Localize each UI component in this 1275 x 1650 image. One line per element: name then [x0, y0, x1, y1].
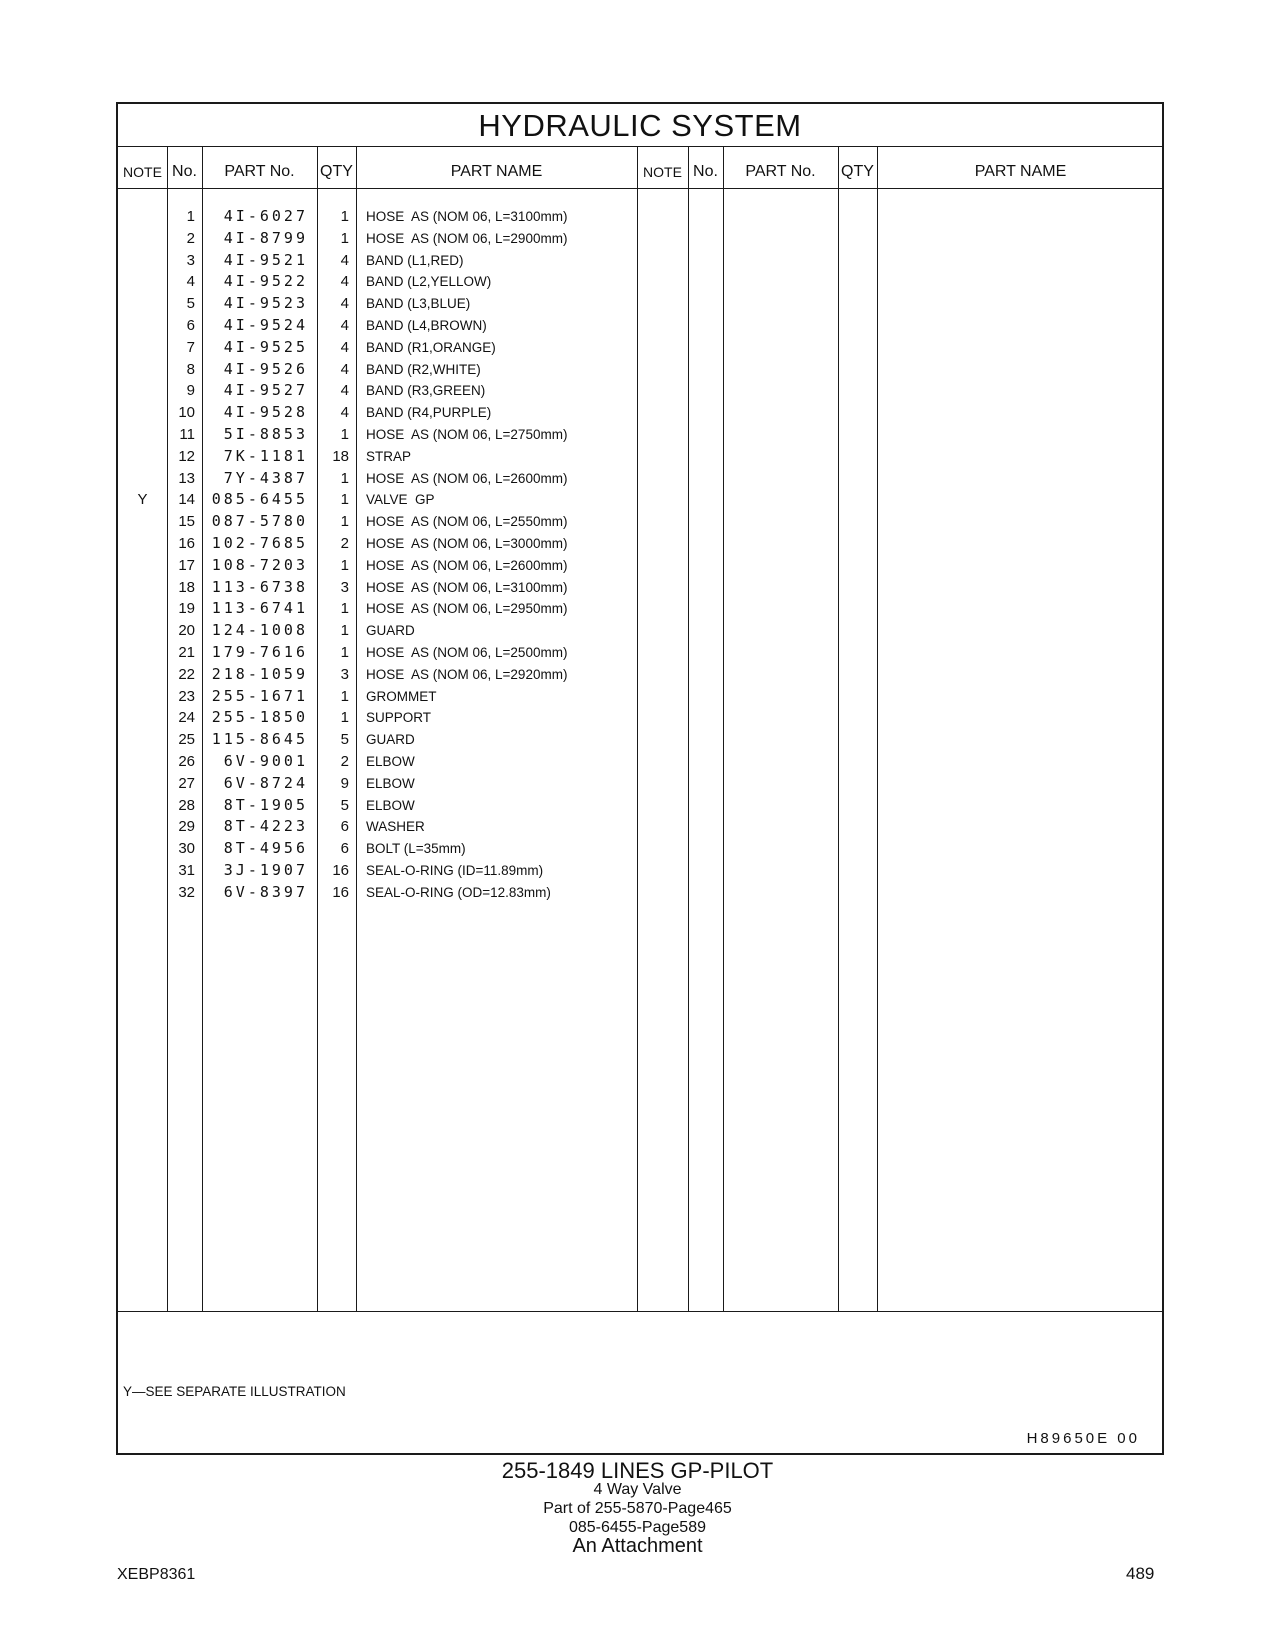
row-part-number: 4I-9528: [223, 403, 308, 422]
row-note: [118, 860, 167, 882]
row-quantity: 1: [340, 556, 349, 574]
row-quantity: 1: [340, 469, 349, 487]
row-quantity: 4: [340, 338, 349, 356]
row-part-name: HOSE AS (NOM 06, L=2920mm): [366, 666, 568, 682]
row-part-name: BAND (R3,GREEN): [366, 383, 486, 399]
row-part-name: BAND (R1,ORANGE): [366, 339, 496, 355]
row-item-number: 5: [186, 295, 195, 313]
row-part-name: SUPPORT: [366, 710, 432, 726]
row-note: [118, 468, 167, 490]
row-item-number: 24: [178, 709, 195, 727]
row-note: [118, 707, 167, 729]
row-quantity: 3: [340, 578, 349, 596]
row-item-number: 28: [178, 796, 195, 814]
row-note: [118, 686, 167, 708]
row-item-number: 17: [178, 556, 195, 574]
row-part-name: HOSE AS (NOM 06, L=2900mm): [366, 230, 568, 246]
row-quantity: 1: [340, 229, 349, 247]
row-note: [118, 882, 167, 904]
header-no: No.: [172, 163, 197, 180]
row-part-number: 115-8645: [211, 730, 308, 749]
row-part-name: BAND (L3,BLUE): [366, 296, 471, 312]
row-item-number: 25: [178, 731, 195, 749]
row-part-name: HOSE AS (NOM 06, L=2600mm): [366, 470, 568, 486]
row-note: [118, 206, 167, 228]
header-part-name-right: PART NAME: [974, 163, 1067, 180]
row-quantity: 16: [332, 861, 349, 879]
row-part-number: 4I-8799: [223, 228, 308, 247]
footnote: Y—SEE SEPARATE ILLUSTRATION: [123, 1384, 346, 1399]
row-part-number: 7K-1181: [223, 446, 308, 465]
quantity-column: [317, 206, 349, 904]
row-part-name: BOLT (L=35mm): [366, 841, 466, 857]
row-note: [118, 424, 167, 446]
row-quantity: 18: [332, 447, 349, 465]
row-note: [118, 838, 167, 860]
row-part-name: WASHER: [366, 819, 425, 835]
item-number-column: [167, 206, 195, 904]
row-note: Y: [137, 491, 148, 509]
row-part-name: ELBOW: [366, 753, 415, 769]
col-rule: [838, 146, 839, 1311]
row-item-number: 21: [178, 643, 195, 661]
row-quantity: 16: [332, 883, 349, 901]
row-quantity: 3: [340, 665, 349, 683]
row-item-number: 18: [178, 578, 195, 596]
row-note: [118, 642, 167, 664]
row-part-number: 218-1059: [211, 664, 308, 683]
row-item-number: 22: [178, 665, 195, 683]
row-part-number: 085-6455: [211, 490, 308, 509]
row-note: [118, 620, 167, 642]
footer-divider: [118, 1311, 1162, 1312]
row-quantity: 2: [340, 534, 349, 552]
illustration-code: H89650E 00: [1026, 1430, 1140, 1447]
row-quantity: 1: [340, 513, 349, 531]
row-item-number: 20: [178, 622, 195, 640]
header-qty-right: QTY: [841, 163, 874, 180]
row-item-number: 19: [178, 600, 195, 618]
row-part-name: HOSE AS (NOM 06, L=3100mm): [366, 209, 568, 224]
row-note: [118, 664, 167, 686]
row-note: [118, 555, 167, 577]
row-item-number: 15: [178, 513, 195, 531]
row-note: [118, 729, 167, 751]
row-quantity: 5: [340, 796, 349, 814]
row-part-number: 4I-9526: [223, 359, 308, 378]
valve-reference: 085-6455-Page589: [568, 1519, 706, 1536]
row-part-number: 4I-9524: [223, 315, 308, 334]
row-part-name: GUARD: [366, 623, 415, 639]
row-part-number: 4I-9525: [223, 337, 308, 356]
row-part-number: 113-6738: [211, 577, 308, 596]
row-quantity: 4: [340, 382, 349, 400]
row-part-number: 8T-4223: [223, 817, 308, 836]
row-part-number: 255-1850: [211, 708, 308, 727]
row-part-name: BAND (R2,WHITE): [366, 361, 481, 377]
row-note: [118, 293, 167, 315]
row-part-number: 4I-9521: [223, 250, 308, 269]
document-id: XEBP8361: [117, 1566, 196, 1583]
row-part-number: 113-6741: [211, 599, 308, 618]
row-note: [118, 446, 167, 468]
row-item-number: 31: [178, 861, 195, 879]
row-part-name: HOSE AS (NOM 06, L=2950mm): [366, 601, 568, 617]
row-quantity: 1: [340, 687, 349, 705]
group-title: 255-1849 LINES GP-PILOT: [501, 1458, 774, 1483]
row-item-number: 6: [186, 316, 195, 334]
row-part-number: 8T-4956: [223, 839, 308, 858]
row-part-number: 6V-8397: [223, 882, 308, 901]
row-part-name: GUARD: [366, 732, 415, 748]
row-part-name: BAND (L2,YELLOW): [366, 274, 492, 290]
row-part-name: VALVE GP: [366, 492, 435, 508]
row-note: [118, 359, 167, 381]
row-item-number: 2: [186, 229, 195, 247]
row-quantity: 1: [340, 491, 349, 509]
row-quantity: 4: [340, 295, 349, 313]
header-note: NOTE: [123, 164, 162, 180]
page-number: 489: [1126, 1564, 1155, 1583]
title-divider: [118, 146, 1162, 147]
row-item-number: 23: [178, 687, 195, 705]
row-item-number: 3: [186, 251, 195, 269]
part-of-reference: Part of 255-5870-Page465: [543, 1500, 732, 1517]
row-item-number: 12: [178, 447, 195, 465]
row-quantity: 1: [340, 643, 349, 661]
row-item-number: 1: [186, 208, 195, 225]
row-part-number: 179-7616: [211, 642, 308, 661]
row-part-name: HOSE AS (NOM 06, L=2750mm): [366, 426, 568, 442]
row-note: [118, 773, 167, 795]
row-quantity: 9: [340, 774, 349, 792]
row-part-number: 124-1008: [211, 621, 308, 640]
row-part-name: HOSE AS (NOM 06, L=2600mm): [366, 557, 568, 573]
row-part-number: 7Y-4387: [223, 468, 308, 487]
row-note: [118, 816, 167, 838]
row-item-number: 29: [178, 818, 195, 836]
note-column: [118, 206, 167, 904]
header-part-no: PART No.: [224, 163, 295, 180]
row-quantity: 4: [340, 404, 349, 422]
row-part-number: 4I-9523: [223, 294, 308, 313]
row-quantity: 6: [340, 840, 349, 858]
row-note: [118, 271, 167, 293]
row-part-number: 087-5780: [211, 512, 308, 531]
attachment-label: An Attachment: [572, 1535, 703, 1557]
row-note: [118, 598, 167, 620]
row-quantity: 4: [340, 251, 349, 269]
row-note: [118, 228, 167, 250]
row-part-number: 6V-9001: [223, 751, 308, 770]
group-subtitle: 4 Way Valve: [593, 1481, 682, 1498]
row-note: [118, 511, 167, 533]
row-note: [118, 533, 167, 555]
row-part-name: HOSE AS (NOM 06, L=3000mm): [366, 535, 568, 551]
row-part-name: BAND (L1,RED): [366, 252, 464, 268]
col-rule: [688, 146, 689, 1311]
row-note: [118, 402, 167, 424]
row-part-number: 3J-1907: [223, 860, 308, 879]
row-item-number: 30: [178, 840, 195, 858]
row-quantity: 1: [340, 709, 349, 727]
row-part-name: HOSE AS (NOM 06, L=3100mm): [366, 579, 568, 595]
row-quantity: 1: [340, 600, 349, 618]
part-name-column: [366, 206, 634, 904]
row-item-number: 32: [178, 883, 195, 901]
header-qty: QTY: [320, 163, 353, 180]
row-quantity: 4: [340, 316, 349, 334]
row-quantity: 5: [340, 731, 349, 749]
header-no-right: No.: [693, 163, 718, 180]
row-quantity: 6: [340, 818, 349, 836]
row-item-number: 9: [186, 382, 195, 400]
row-quantity: 1: [340, 208, 349, 225]
row-part-name: BAND (L4,BROWN): [366, 317, 487, 333]
row-item-number: 8: [186, 360, 195, 378]
row-part-number: 5I-8853: [223, 424, 308, 443]
row-item-number: 16: [178, 534, 195, 552]
row-part-number: 255-1671: [211, 686, 308, 705]
part-number-column: [202, 206, 308, 904]
row-part-number: 4I-6027: [223, 207, 308, 225]
row-item-number: 14: [178, 491, 195, 509]
row-part-name: STRAP: [366, 448, 412, 464]
col-rule: [637, 146, 638, 1311]
row-item-number: 4: [186, 273, 195, 291]
row-quantity: 1: [340, 622, 349, 640]
row-item-number: 11: [179, 425, 195, 443]
header-part-name: PART NAME: [450, 163, 543, 180]
row-part-number: 4I-9527: [223, 381, 308, 400]
row-item-number: 27: [178, 774, 195, 792]
section-title: HYDRAULIC SYSTEM: [478, 108, 802, 143]
row-note: [118, 577, 167, 599]
col-rule: [356, 146, 357, 1311]
row-note: [118, 795, 167, 817]
row-note: [118, 751, 167, 773]
row-part-number: 6V-8724: [223, 773, 308, 792]
col-rule: [877, 146, 878, 1311]
row-quantity: 1: [340, 425, 349, 443]
row-part-number: 108-7203: [211, 555, 308, 574]
row-item-number: 7: [186, 338, 195, 356]
row-quantity: 2: [340, 752, 349, 770]
row-quantity: 4: [340, 273, 349, 291]
row-part-name: SEAL-O-RING (ID=11.89mm): [366, 862, 544, 878]
row-part-number: 8T-1905: [223, 795, 308, 814]
header-note-right: NOTE: [643, 164, 682, 180]
row-part-name: ELBOW: [366, 775, 415, 791]
row-note: [118, 337, 167, 359]
row-part-name: HOSE AS (NOM 06, L=2550mm): [366, 514, 568, 530]
row-part-number: 4I-9522: [223, 272, 308, 291]
row-note: [118, 315, 167, 337]
row-part-name: BAND (R4,PURPLE): [366, 405, 492, 421]
row-note: [118, 250, 167, 272]
row-item-number: 13: [178, 469, 195, 487]
parts-list-table: [116, 102, 1164, 1455]
row-note: [118, 380, 167, 402]
row-part-name: GROMMET: [366, 688, 437, 704]
row-item-number: 10: [178, 404, 195, 422]
row-part-number: 102-7685: [211, 533, 308, 552]
col-rule: [723, 146, 724, 1311]
row-quantity: 4: [340, 360, 349, 378]
header-part-no-right: PART No.: [745, 163, 816, 180]
row-part-name: SEAL-O-RING (OD=12.83mm): [366, 884, 551, 900]
row-part-name: ELBOW: [366, 797, 415, 813]
row-item-number: 26: [178, 752, 195, 770]
row-part-name: HOSE AS (NOM 06, L=2500mm): [366, 644, 568, 660]
